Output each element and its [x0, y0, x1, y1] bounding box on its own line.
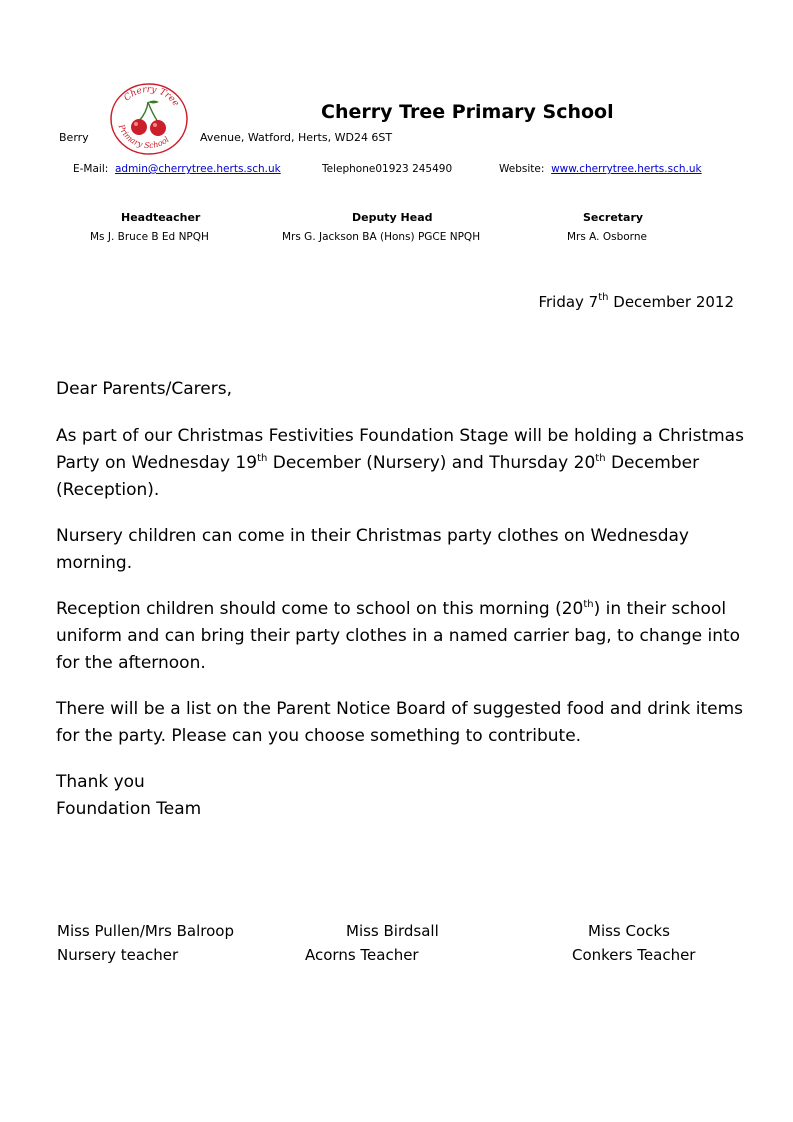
svg-text:Cherry Tree: Cherry Tree [122, 84, 181, 109]
signature-name-nursery: Miss Pullen/Mrs Balroop [57, 922, 234, 940]
paragraph-party: As part of our Christmas Festivities Foundation Stage will be holding a Christmas Party on Wednesday 19th December (Nursery) and Thursday 20th December (Reception). [56, 426, 744, 500]
paragraph-food-list: There will be a list on the Parent Notice Board of suggested food and drink items for the party. Please can you choose something to contribute. [56, 699, 744, 746]
email-label: E-Mail: [73, 163, 109, 175]
email-link[interactable]: admin@cherrytree.herts.sch.uk [114, 163, 281, 175]
school-logo [108, 82, 190, 156]
school-name: Cherry Tree Primary School [321, 101, 614, 123]
letter-date: Friday 7th December 2012 [538, 292, 734, 311]
headteacher-name: Ms J. Bruce B Ed NPQH [90, 231, 209, 243]
signature-role-conkers: Conkers Teacher [572, 946, 696, 964]
paragraph-reception: Reception children should come to school on this morning (20th) in their school uniform and can bring their party clothes in a named carrier bag, to change into for the afternoon. [56, 599, 741, 673]
closing-signoff: Foundation Team [56, 799, 202, 819]
signature-role-nursery: Nursery teacher [57, 946, 179, 964]
secretary-title: Secretary [583, 211, 644, 224]
signature-name-conkers: Miss Cocks [588, 922, 670, 940]
closing-thanks: Thank you [56, 772, 145, 792]
secretary-name: Mrs A. Osborne [567, 231, 647, 243]
telephone-number: 01923 245490 [375, 163, 453, 175]
signature-role-acorns: Acorns Teacher [305, 946, 419, 964]
website-line [499, 163, 702, 175]
paragraph-nursery: Nursery children can come in their Christmas party clothes on Wednesday morning. [56, 526, 689, 573]
deputy-head-name: Mrs G. Jackson BA (Hons) PGCE NPQH [282, 231, 481, 243]
address-street: Berry [59, 131, 89, 144]
greeting: Dear Parents/Carers, [56, 379, 232, 399]
website-link[interactable]: www.cherrytree.herts.sch.uk [551, 163, 702, 175]
deputy-head-title: Deputy Head [352, 211, 433, 224]
headteacher-title: Headteacher [121, 211, 201, 224]
svg-text:Primary School: Primary School [116, 123, 171, 151]
email-line [73, 163, 281, 175]
address-town: Avenue, Watford, Herts, WD24 6ST [200, 131, 393, 144]
website-label: Website: [499, 163, 545, 175]
telephone-line [322, 163, 452, 175]
signature-name-acorns: Miss Birdsall [346, 922, 439, 940]
telephone-label: Telephone [322, 163, 376, 175]
closing [56, 769, 746, 823]
